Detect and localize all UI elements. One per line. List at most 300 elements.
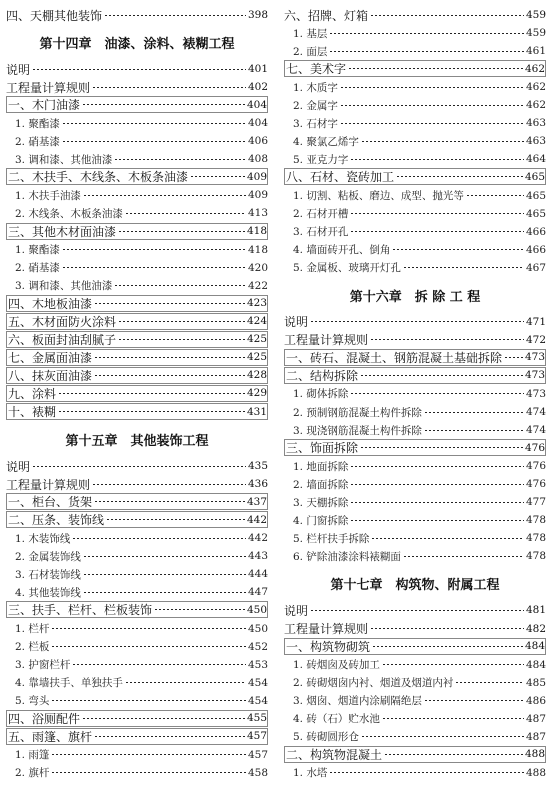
toc-subsection-entry[interactable] (284, 728, 546, 746)
page-number: 454 (247, 694, 268, 707)
page-number: 459 (525, 27, 546, 40)
dot-leader (114, 285, 246, 286)
entry-title: 2. 墙面拆除 (293, 478, 349, 491)
toc-section-entry[interactable] (6, 313, 268, 330)
entry-title: 一、木门油漆 (8, 98, 81, 113)
page-number: 465 (525, 207, 546, 220)
page-number: 406 (247, 135, 268, 148)
dot-leader (371, 538, 524, 539)
entry-title: 1. 木扶手油漆 (15, 189, 81, 202)
dot-leader (370, 339, 524, 340)
dot-leader (310, 610, 524, 611)
dot-leader (58, 393, 245, 394)
entry-title: 1. 栏杆 (15, 623, 50, 635)
entry-title: 3. 调和漆、其他油漆 (15, 153, 113, 166)
page-number: 488 (524, 748, 545, 761)
page-number: 465 (525, 189, 546, 202)
entry-title: 4. 门窗拆除 (293, 514, 349, 527)
entry-title: 4. 其他装饰线 (15, 586, 81, 599)
toc-section-entry[interactable] (284, 746, 546, 763)
toc-subsection-entry[interactable] (6, 620, 268, 638)
toc-subsection-entry[interactable] (284, 457, 546, 475)
dot-leader (340, 105, 524, 106)
dot-leader (190, 176, 245, 177)
dot-leader (92, 87, 246, 88)
dot-leader (350, 159, 524, 160)
page-number: 459 (525, 9, 546, 21)
dot-leader (396, 176, 523, 177)
toc-section-entry[interactable] (6, 601, 268, 618)
toc-section-entry[interactable] (284, 331, 546, 349)
page-number: 463 (525, 135, 546, 148)
dot-leader (114, 159, 246, 160)
dot-leader (350, 502, 524, 503)
page-number: 462 (524, 62, 545, 75)
page-number: 454 (247, 676, 268, 689)
toc-section-entry[interactable] (6, 710, 268, 727)
toc-section-entry[interactable] (6, 367, 268, 384)
page-number: 435 (247, 460, 268, 473)
page-number: 467 (525, 261, 546, 274)
page-number: 436 (247, 478, 268, 491)
dot-leader (361, 736, 524, 737)
page-number: 476 (525, 460, 546, 473)
page-number: 444 (247, 568, 268, 581)
dot-leader (350, 520, 524, 521)
dot-leader (118, 339, 245, 340)
page-number: 488 (525, 766, 546, 779)
page-number: 481 (525, 604, 546, 617)
entry-title: 1. 水塔 (293, 767, 328, 780)
dot-leader (82, 104, 245, 105)
page-number: 409 (246, 170, 267, 183)
page-number: 418 (247, 243, 268, 256)
toc-subsection-entry[interactable] (284, 493, 546, 511)
page-number: 457 (247, 748, 268, 761)
entry-title: 2. 旗杆 (15, 767, 50, 780)
dot-leader (32, 466, 246, 467)
entry-title: 1. 木质字 (293, 81, 338, 94)
dot-leader (403, 267, 524, 268)
entry-title: 3. 现浇钢筋混凝土构件拆除 (293, 424, 422, 437)
dot-leader (51, 772, 246, 773)
toc-subsection-entry[interactable] (284, 764, 546, 782)
dot-leader (72, 664, 246, 665)
dot-leader (350, 466, 524, 467)
entry-title: 二、木扶手、木线条、木板条油漆 (8, 170, 189, 185)
page-number: 466 (525, 225, 546, 238)
toc-subsection-entry[interactable] (284, 205, 546, 223)
toc-section-entry[interactable] (284, 601, 546, 619)
entry-title: 3. 石材字 (293, 117, 338, 130)
page-number: 474 (525, 406, 546, 418)
dot-leader (125, 213, 246, 214)
dot-leader (51, 754, 246, 755)
entry-title: 八、石材、瓷砖加工 (286, 170, 395, 185)
dot-leader (118, 321, 245, 322)
page-number: 450 (247, 622, 268, 635)
toc-subsection-entry[interactable] (284, 150, 546, 168)
entry-title: 说明 (6, 62, 31, 77)
dot-leader (424, 412, 524, 413)
toc-subsection-entry[interactable] (284, 710, 546, 728)
chapter-heading: 第十七章 构筑物、附属工程 (330, 578, 500, 594)
toc-section-entry[interactable] (284, 439, 546, 456)
toc-subsection-entry[interactable] (284, 692, 546, 710)
toc-subsection-entry[interactable] (284, 132, 546, 150)
toc-subsection-entry[interactable] (6, 547, 268, 565)
entry-title: 5. 亚克力字 (293, 153, 349, 166)
entry-title: 3. 天棚拆除 (293, 496, 349, 509)
page-number: 474 (525, 424, 546, 437)
page-number: 473 (524, 369, 545, 382)
toc-subsection-entry[interactable] (284, 529, 546, 547)
toc-section-entry[interactable] (284, 313, 546, 331)
page-number: 473 (524, 351, 545, 364)
dot-leader (340, 123, 524, 124)
entry-title: 一、构筑物砌筑 (286, 639, 371, 654)
dot-leader (329, 33, 524, 34)
entry-title: 2. 砖砌烟囱内衬、烟道及烟道内衬 (293, 677, 454, 690)
toc-section-entry[interactable] (284, 367, 546, 384)
page-number: 450 (246, 603, 267, 616)
toc-section-entry[interactable] (284, 168, 546, 185)
page-number: 442 (247, 532, 268, 545)
dot-leader (504, 357, 523, 358)
page-number: 425 (246, 351, 267, 364)
entry-title: 4. 聚氯乙烯字 (293, 135, 359, 148)
page-number: 478 (525, 550, 546, 563)
chapter-heading: 第十四章 油漆、涂料、裱糊工程 (39, 37, 235, 53)
dot-leader (125, 682, 246, 683)
entry-title: 2. 硝基漆 (15, 135, 60, 148)
toc-section-entry[interactable] (6, 493, 268, 510)
dot-leader (329, 51, 524, 52)
page-number: 404 (247, 117, 268, 130)
dot-leader (118, 231, 245, 232)
dot-leader (32, 69, 246, 70)
page-number: 461 (525, 45, 546, 58)
toc-section-entry[interactable] (6, 331, 268, 348)
toc-subsection-entry[interactable] (6, 150, 268, 168)
page-number: 424 (246, 315, 267, 328)
entry-title: 3. 护窗栏杆 (15, 659, 71, 672)
dot-leader (83, 556, 246, 557)
entry-title: 1. 砖烟囱及砖加工 (293, 659, 380, 672)
toc-subsection-entry[interactable] (6, 114, 268, 132)
toc-subsection-entry[interactable] (284, 24, 546, 42)
page-number: 466 (525, 243, 546, 256)
page-number: 453 (247, 658, 268, 671)
page-number: 462 (525, 81, 546, 94)
toc-subsection-entry[interactable] (6, 186, 268, 204)
dot-leader (360, 375, 523, 376)
page-number: 487 (525, 730, 546, 743)
dot-leader (360, 447, 523, 448)
toc-section-entry[interactable] (284, 349, 546, 366)
dot-leader (310, 321, 524, 322)
entry-title: 4. 墙面砖开孔、倒角 (293, 244, 391, 257)
entry-title: 三、扶手、栏杆、栏板装饰 (8, 603, 153, 618)
toc-section-entry[interactable] (6, 168, 268, 185)
entry-title: 九、涂料 (8, 386, 57, 401)
dot-leader (348, 68, 523, 69)
toc-subsection-entry[interactable] (284, 42, 546, 60)
dot-leader (370, 628, 524, 629)
entry-title: 1. 基层 (293, 27, 328, 40)
entry-title: 2. 金属字 (293, 99, 338, 112)
dot-leader (83, 574, 246, 575)
toc-section-entry[interactable] (6, 385, 268, 402)
toc-subsection-entry[interactable] (6, 565, 268, 583)
page-number: 425 (246, 333, 267, 346)
toc-subsection-entry[interactable] (6, 746, 268, 764)
page-number: 476 (525, 478, 546, 491)
entry-title: 说明 (6, 459, 31, 474)
dot-leader (72, 538, 246, 539)
entry-title: 说明 (284, 315, 309, 330)
page-number: 429 (246, 387, 267, 400)
toc-subsection-entry[interactable] (284, 656, 546, 674)
toc-section-entry[interactable] (284, 620, 546, 638)
toc-subsection-entry[interactable] (284, 421, 546, 439)
dot-leader (372, 646, 523, 647)
entry-title: 2. 石材开槽 (293, 208, 349, 221)
toc-subsection-entry[interactable] (284, 241, 546, 259)
page-number: 428 (246, 369, 267, 382)
page-number: 404 (246, 98, 267, 111)
toc-subsection-entry[interactable] (6, 692, 268, 710)
page-number: 471 (525, 315, 546, 328)
entry-title: 说明 (284, 603, 309, 618)
page-number: 477 (525, 496, 546, 509)
page-number: 465 (524, 170, 545, 183)
entry-title: 2. 栏板 (15, 641, 50, 654)
page-number: 457 (246, 730, 267, 743)
toc-section-entry[interactable] (6, 349, 268, 366)
page-number: 402 (247, 81, 268, 94)
entry-title: 六、板面封油刮腻子 (8, 332, 117, 347)
dot-leader (58, 411, 245, 412)
page-number: 409 (247, 189, 268, 202)
entry-title: 五、木材面防火涂料 (8, 314, 117, 329)
toc-subsection-entry[interactable] (284, 547, 546, 565)
toc-subsection-entry[interactable] (284, 674, 546, 692)
entry-title: 三、其他木材面油漆 (8, 224, 117, 239)
entry-title: 1. 切割、粘板、磨边、成型、抛光等 (293, 190, 464, 202)
entry-title: 四、天棚其他装饰 (6, 8, 103, 23)
dot-leader (83, 195, 246, 196)
entry-title: 3. 调和漆、其他油漆 (15, 280, 113, 293)
page-number: 463 (525, 117, 546, 130)
entry-title: 工程量计算规则 (6, 80, 91, 95)
page-number: 431 (246, 405, 267, 418)
dot-leader (51, 700, 246, 701)
toc-section-entry[interactable] (6, 403, 268, 420)
toc-subsection-entry[interactable] (284, 187, 546, 205)
toc-subsection-entry[interactable] (6, 277, 268, 295)
page-number: 478 (525, 514, 546, 527)
toc-section-entry[interactable] (6, 6, 268, 24)
dot-leader (154, 609, 245, 610)
dot-leader (106, 519, 245, 520)
entry-title: 5. 栏杆扶手拆除 (293, 532, 370, 545)
dot-leader (350, 213, 524, 214)
toc-subsection-entry[interactable] (284, 475, 546, 493)
toc-subsection-entry[interactable] (6, 132, 268, 150)
toc-subsection-entry[interactable] (284, 78, 546, 96)
entry-title: 6. 铲除油漆涂料裱糊面 (293, 550, 401, 563)
toc-section-entry[interactable] (284, 638, 546, 655)
page-number: 476 (524, 441, 545, 454)
dot-leader (392, 249, 524, 250)
entry-title: 3. 石材装饰线 (15, 568, 81, 581)
dot-leader (384, 754, 523, 755)
page-number: 398 (247, 9, 268, 21)
toc-subsection-entry[interactable] (6, 259, 268, 277)
entry-title: 1. 聚酯漆 (15, 117, 60, 130)
toc-subsection-entry[interactable] (6, 764, 268, 782)
entry-title: 七、美术字 (286, 62, 347, 77)
page-number: 472 (525, 333, 546, 346)
dot-leader (62, 249, 246, 250)
dot-leader (466, 195, 524, 196)
toc-section-entry[interactable] (6, 96, 268, 113)
entry-title: 二、压条、装饰线 (8, 513, 105, 528)
dot-leader (361, 141, 524, 142)
toc-subsection-entry[interactable] (6, 638, 268, 656)
entry-title: 2. 预制钢筋混凝土构件拆除 (293, 406, 422, 419)
toc-subsection-entry[interactable] (284, 96, 546, 114)
toc-subsection-entry[interactable] (6, 529, 268, 547)
entry-title: 八、抹灰面油漆 (8, 368, 93, 383)
toc-subsection-entry[interactable] (6, 583, 268, 601)
dot-leader (62, 123, 246, 124)
entry-title: 5. 砖砌圆形仓 (293, 731, 359, 744)
dot-leader (94, 736, 245, 737)
page-number: 408 (247, 153, 268, 166)
entry-title: 1. 聚酯漆 (15, 244, 60, 257)
entry-title: 1. 地面拆除 (293, 460, 349, 473)
dot-leader (94, 501, 245, 502)
dot-leader (403, 556, 524, 557)
dot-leader (94, 375, 245, 376)
entry-title: 3. 石材开孔 (293, 226, 349, 239)
entry-title: 5. 金属板、玻璃开灯孔 (293, 262, 401, 275)
toc-section-entry[interactable] (284, 6, 546, 24)
toc-subsection-entry[interactable] (284, 259, 546, 277)
page-number: 401 (247, 63, 268, 76)
entry-title: 1. 木装饰线 (15, 532, 71, 545)
dot-leader (370, 15, 524, 16)
toc-section-entry[interactable] (6, 60, 268, 78)
entry-title: 2. 木线条、木板条油漆 (15, 207, 123, 220)
page-number: 485 (525, 676, 546, 689)
toc-section-entry[interactable] (284, 60, 546, 77)
dot-leader (340, 87, 524, 88)
dot-leader (104, 15, 246, 16)
toc-subsection-entry[interactable] (284, 223, 546, 241)
chapter-heading: 第十六章 拆 除 工 程 (349, 289, 481, 305)
toc-subsection-entry[interactable] (284, 511, 546, 529)
dot-leader (83, 592, 246, 593)
entry-title: 2. 硝基漆 (15, 262, 60, 275)
dot-leader (62, 141, 246, 142)
chapter-heading: 第十五章 其他装饰工程 (65, 434, 209, 450)
page-number: 482 (525, 622, 546, 635)
dot-leader (82, 718, 245, 719)
toc-section-entry[interactable] (6, 223, 268, 240)
dot-leader (350, 231, 524, 232)
dot-leader (350, 393, 524, 394)
toc-section-entry[interactable] (6, 78, 268, 96)
toc-section-entry[interactable] (6, 728, 268, 745)
dot-leader (424, 430, 524, 431)
page-number: 422 (247, 279, 268, 292)
toc-section-entry[interactable] (6, 457, 268, 475)
dot-leader (92, 484, 246, 485)
entry-title: 1. 雨篷 (15, 749, 50, 762)
entry-title: 4. 靠墙扶手、单独扶手 (15, 677, 123, 690)
entry-title: 四、浴厕配件 (8, 711, 81, 726)
toc-subsection-entry[interactable] (6, 656, 268, 674)
toc-section-entry[interactable] (6, 511, 268, 528)
toc-subsection-entry[interactable] (6, 241, 268, 259)
entry-title: 三、饰面拆除 (286, 441, 359, 456)
page-number: 484 (524, 640, 545, 653)
entry-title: 工程量计算规则 (6, 477, 91, 492)
toc-section-entry[interactable] (6, 475, 268, 493)
dot-leader (62, 267, 246, 268)
toc-section-entry[interactable] (6, 295, 268, 312)
dot-leader (51, 628, 246, 629)
toc-subsection-entry[interactable] (284, 403, 546, 421)
dot-leader (424, 700, 524, 701)
page-number: 418 (246, 225, 267, 237)
dot-leader (350, 484, 524, 485)
entry-title: 七、金属面油漆 (8, 350, 93, 365)
entry-title: 5. 弯头 (15, 695, 50, 708)
page-number: 462 (525, 99, 546, 112)
page-number: 443 (247, 550, 268, 563)
entry-title: 十、裱糊 (8, 405, 57, 419)
entry-title: 工程量计算规则 (284, 333, 369, 348)
page-number: 423 (246, 297, 267, 310)
page-number: 413 (247, 207, 268, 220)
page-number: 437 (246, 495, 267, 508)
dot-leader (94, 303, 245, 304)
entry-title: 3. 烟囱、烟道内涂刷隔绝层 (293, 695, 422, 708)
page-number: 420 (247, 261, 268, 274)
dot-leader (455, 682, 524, 683)
page-number: 486 (525, 694, 546, 707)
toc-subsection-entry[interactable] (6, 674, 268, 692)
dot-leader (51, 646, 246, 647)
page-number: 464 (525, 153, 546, 166)
entry-title: 4. 砖（石）贮水池 (293, 713, 380, 726)
entry-title: 工程量计算规则 (284, 622, 369, 636)
entry-title: 一、柜台、货架 (8, 495, 93, 510)
dot-leader (94, 357, 245, 358)
page-number: 484 (525, 658, 546, 671)
entry-title: 2. 金属装饰线 (15, 550, 81, 563)
toc-subsection-entry[interactable] (6, 204, 268, 222)
entry-title: 四、木地板油漆 (8, 296, 93, 311)
toc-subsection-entry[interactable] (284, 385, 546, 403)
toc-subsection-entry[interactable] (284, 114, 546, 132)
dot-leader (382, 664, 524, 665)
dot-leader (329, 772, 524, 773)
